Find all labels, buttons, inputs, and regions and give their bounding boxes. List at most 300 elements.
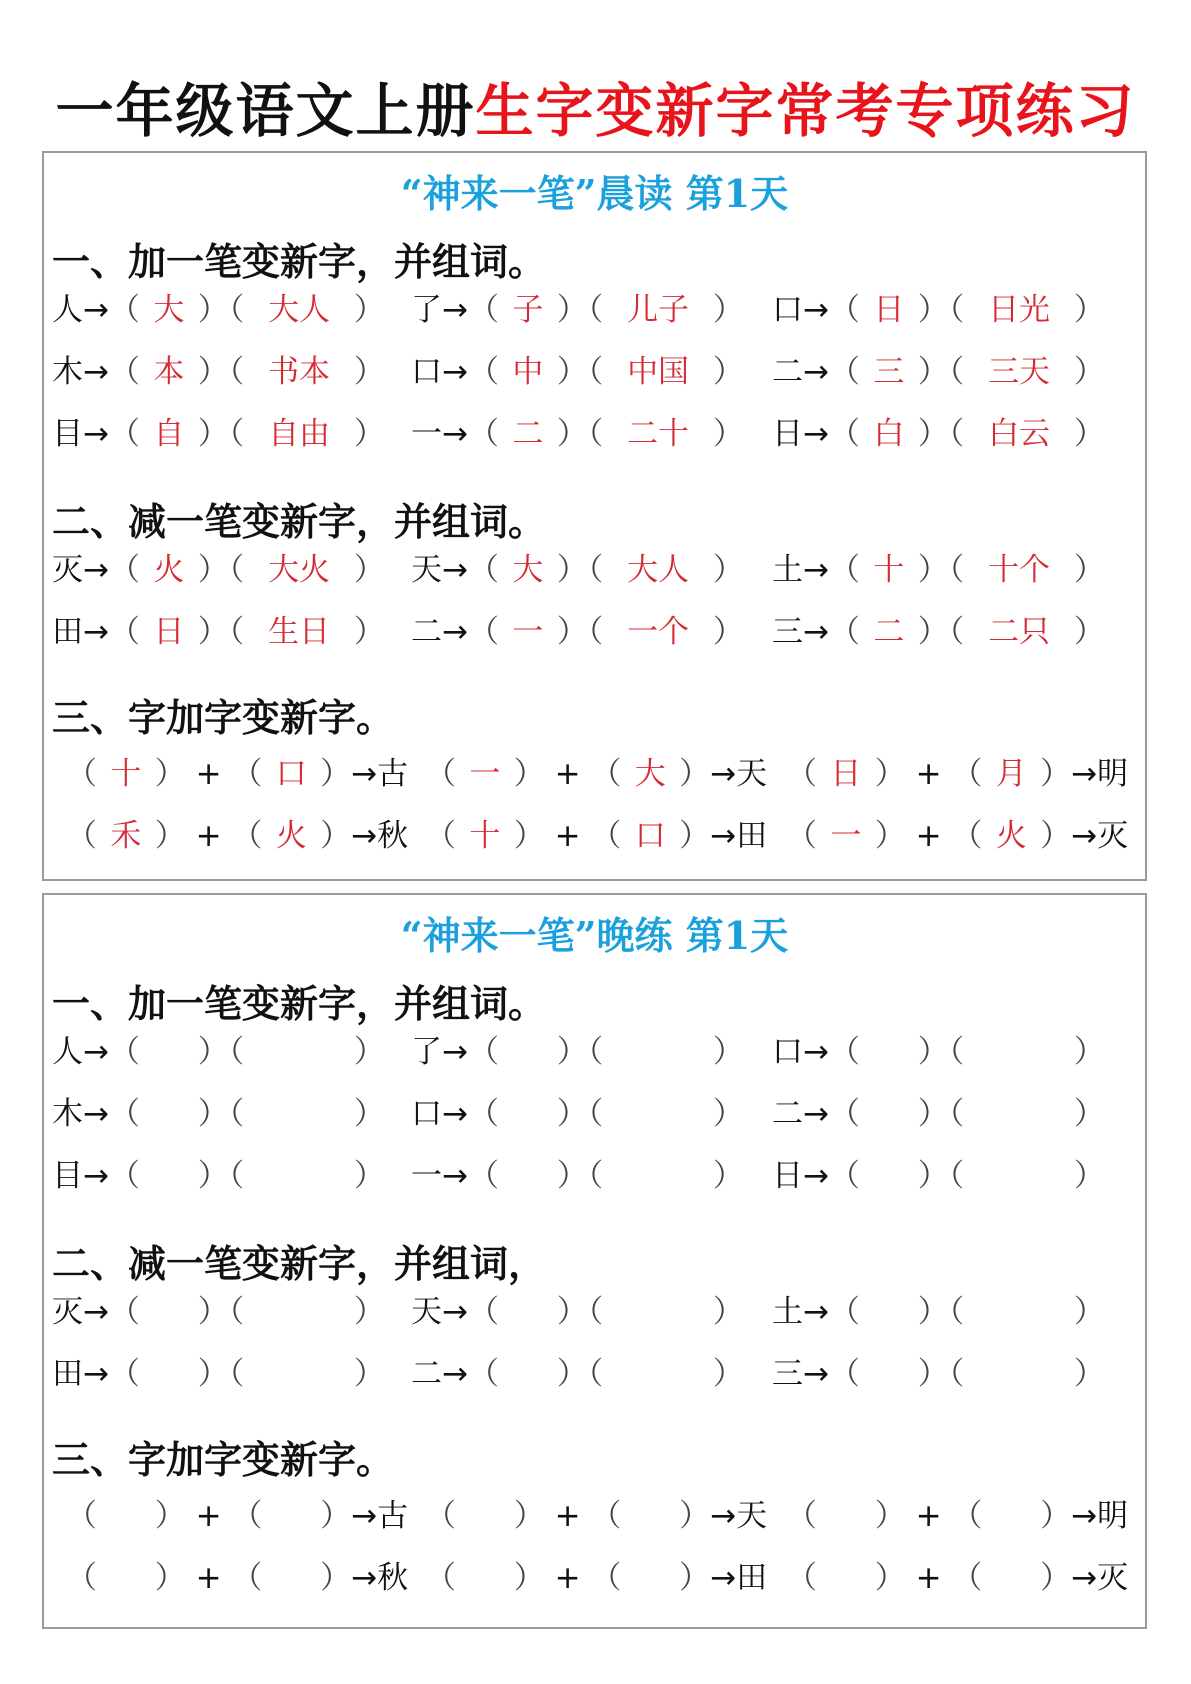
arrow: → bbox=[803, 1096, 829, 1132]
open-paren: （ bbox=[948, 416, 975, 452]
open-paren: （ bbox=[590, 1498, 632, 1534]
new-character-answer: 白 bbox=[873, 416, 905, 452]
exercise-item bbox=[52, 409, 385, 459]
source-character: 日 bbox=[772, 416, 803, 452]
open-paren: （ bbox=[108, 1158, 150, 1194]
new-character-answer: 三 bbox=[873, 354, 905, 390]
close-paren: ） bbox=[503, 756, 545, 792]
first-part-answer: 日 bbox=[830, 756, 862, 792]
combine-item bbox=[425, 749, 767, 799]
plus-sign: + bbox=[185, 756, 232, 792]
exercise-item bbox=[52, 1349, 385, 1399]
exercise-item bbox=[772, 1349, 1105, 1399]
open-paren: （ bbox=[228, 1294, 255, 1330]
open-paren: （ bbox=[951, 1560, 993, 1596]
close-paren: ） bbox=[703, 1158, 744, 1194]
source-character: 灭 bbox=[52, 552, 83, 588]
morning-section1-heading: 一、加一笔变新字，并组词。 bbox=[52, 239, 547, 284]
combine-item bbox=[66, 749, 408, 799]
close-paren: ） bbox=[344, 614, 385, 650]
close-paren: ） bbox=[669, 818, 711, 854]
close-paren: ） bbox=[503, 1498, 545, 1534]
open-paren: （ bbox=[66, 818, 107, 854]
source-character: 二 bbox=[411, 614, 442, 650]
source-character: 目 bbox=[52, 1158, 83, 1194]
result-character: 明 bbox=[1097, 756, 1129, 792]
open-paren: （ bbox=[108, 1294, 150, 1330]
second-part-answer: 月 bbox=[995, 756, 1027, 792]
first-part-answer: 禾 bbox=[110, 818, 142, 854]
open-paren: （ bbox=[786, 818, 827, 854]
exercise-item bbox=[411, 285, 744, 335]
open-paren: （ bbox=[425, 1560, 466, 1596]
open-paren: （ bbox=[948, 1158, 975, 1194]
close-paren: ） bbox=[187, 1356, 229, 1392]
close-paren: ） bbox=[344, 416, 385, 452]
open-paren: （ bbox=[108, 416, 150, 452]
close-paren: ） bbox=[907, 1294, 949, 1330]
morning-sec2-row bbox=[44, 607, 1145, 657]
open-paren: （ bbox=[948, 614, 975, 650]
close-paren: ） bbox=[546, 1034, 588, 1070]
close-paren: ） bbox=[546, 292, 588, 328]
plus-sign: + bbox=[544, 1560, 591, 1596]
plus-sign: + bbox=[544, 818, 591, 854]
arrow: → bbox=[442, 614, 468, 650]
open-paren: （ bbox=[425, 1498, 466, 1534]
plus-sign: + bbox=[185, 1560, 232, 1596]
exercise-item bbox=[772, 1027, 1105, 1077]
second-part-answer: 口 bbox=[634, 818, 666, 854]
close-paren: ） bbox=[344, 1158, 385, 1194]
combine-item bbox=[425, 811, 767, 861]
close-paren: ） bbox=[907, 416, 949, 452]
arrow: → bbox=[83, 416, 109, 452]
source-character: 口 bbox=[772, 292, 803, 328]
exercise-item bbox=[411, 1349, 744, 1399]
open-paren: （ bbox=[948, 1096, 975, 1132]
plus-sign: + bbox=[185, 1498, 232, 1534]
close-paren: ） bbox=[1064, 614, 1105, 650]
close-paren: ） bbox=[187, 614, 229, 650]
open-paren: （ bbox=[425, 818, 466, 854]
open-paren: （ bbox=[828, 614, 870, 650]
close-paren: ） bbox=[669, 756, 711, 792]
close-paren: ） bbox=[546, 614, 588, 650]
close-paren: ） bbox=[1064, 552, 1105, 588]
close-paren: ） bbox=[546, 416, 588, 452]
morning-sec1-row bbox=[44, 347, 1145, 397]
arrow: → bbox=[83, 354, 109, 390]
exercise-item bbox=[52, 347, 385, 397]
new-character-answer: 本 bbox=[153, 354, 185, 390]
open-paren: （ bbox=[587, 354, 614, 390]
arrow: → bbox=[442, 1158, 468, 1194]
exercise-item bbox=[772, 545, 1105, 595]
new-character-answer: 大 bbox=[512, 552, 544, 588]
open-paren: （ bbox=[948, 1356, 975, 1392]
first-part-answer: 一 bbox=[830, 818, 862, 854]
result-character: 古 bbox=[377, 1498, 409, 1534]
plus-sign: + bbox=[905, 818, 952, 854]
close-paren: ） bbox=[703, 292, 744, 328]
new-character-answer: 二 bbox=[512, 416, 544, 452]
new-character-answer: 日 bbox=[153, 614, 185, 650]
open-paren: （ bbox=[228, 614, 255, 650]
evening-sec1-row bbox=[44, 1089, 1145, 1139]
close-paren: ） bbox=[907, 354, 949, 390]
close-paren: ） bbox=[546, 552, 588, 588]
combine-item bbox=[66, 811, 408, 861]
arrow: → bbox=[1071, 1498, 1098, 1534]
close-paren: ） bbox=[187, 1034, 229, 1070]
morning-sec1-row bbox=[44, 285, 1145, 335]
result-character: 明 bbox=[1097, 1498, 1129, 1534]
word-answer: 中国 bbox=[627, 354, 690, 390]
close-paren: ） bbox=[546, 1096, 588, 1132]
close-paren: ） bbox=[187, 1158, 229, 1194]
arrow: → bbox=[351, 1498, 378, 1534]
result-character: 秋 bbox=[377, 1560, 409, 1596]
source-character: 口 bbox=[411, 354, 442, 390]
source-character: 三 bbox=[772, 1356, 803, 1392]
evening-section2-heading: 二、减一笔变新字，并组词， bbox=[52, 1241, 547, 1286]
source-character: 口 bbox=[772, 1034, 803, 1070]
plus-sign: + bbox=[905, 1560, 952, 1596]
open-paren: （ bbox=[108, 1034, 150, 1070]
close-paren: ） bbox=[703, 1096, 744, 1132]
close-paren: ） bbox=[144, 818, 186, 854]
close-paren: ） bbox=[1064, 1096, 1105, 1132]
close-paren: ） bbox=[1030, 756, 1072, 792]
open-paren: （ bbox=[786, 756, 827, 792]
open-paren: （ bbox=[231, 1498, 273, 1534]
plus-sign: + bbox=[905, 1498, 952, 1534]
new-character-answer: 一 bbox=[512, 614, 544, 650]
word-answer: 儿子 bbox=[627, 292, 690, 328]
open-paren: （ bbox=[948, 552, 975, 588]
result-character: 灭 bbox=[1097, 1560, 1129, 1596]
close-paren: ） bbox=[546, 354, 588, 390]
close-paren: ） bbox=[344, 1034, 385, 1070]
open-paren: （ bbox=[587, 1034, 614, 1070]
close-paren: ） bbox=[310, 818, 352, 854]
new-character-answer: 二 bbox=[873, 614, 905, 650]
new-character-answer: 十 bbox=[873, 552, 905, 588]
open-paren: （ bbox=[467, 1158, 509, 1194]
open-paren: （ bbox=[467, 1356, 509, 1392]
arrow: → bbox=[83, 1096, 109, 1132]
close-paren: ） bbox=[344, 552, 385, 588]
exercise-item bbox=[52, 1287, 385, 1337]
word-answer: 生日 bbox=[268, 614, 331, 650]
close-paren: ） bbox=[144, 1560, 186, 1596]
arrow: → bbox=[83, 1356, 109, 1392]
open-paren: （ bbox=[231, 1560, 273, 1596]
close-paren: ） bbox=[144, 1498, 186, 1534]
open-paren: （ bbox=[425, 756, 466, 792]
close-paren: ） bbox=[503, 1560, 545, 1596]
arrow: → bbox=[442, 1034, 468, 1070]
arrow: → bbox=[442, 1294, 468, 1330]
source-character: 二 bbox=[411, 1356, 442, 1392]
close-paren: ） bbox=[1064, 416, 1105, 452]
source-character: 人 bbox=[52, 1034, 83, 1070]
open-paren: （ bbox=[587, 416, 614, 452]
close-paren: ） bbox=[1030, 1560, 1072, 1596]
arrow: → bbox=[803, 1158, 829, 1194]
second-part-answer: 大 bbox=[634, 756, 666, 792]
word-answer: 白云 bbox=[988, 416, 1051, 452]
source-character: 人 bbox=[52, 292, 83, 328]
open-paren: （ bbox=[828, 1034, 870, 1070]
exercise-item bbox=[772, 607, 1105, 657]
close-paren: ） bbox=[187, 1096, 229, 1132]
morning-reading-panel bbox=[42, 151, 1147, 881]
exercise-item bbox=[52, 1089, 385, 1139]
close-paren: ） bbox=[1030, 1498, 1072, 1534]
close-paren: ） bbox=[1030, 818, 1072, 854]
new-character-answer: 自 bbox=[153, 416, 185, 452]
second-part-answer: 火 bbox=[275, 818, 307, 854]
close-paren: ） bbox=[864, 756, 906, 792]
evening-section1-heading: 一、加一笔变新字，并组词。 bbox=[52, 981, 547, 1026]
close-paren: ） bbox=[187, 416, 229, 452]
close-paren: ） bbox=[344, 354, 385, 390]
open-paren: （ bbox=[587, 1294, 614, 1330]
close-paren: ） bbox=[907, 1356, 949, 1392]
exercise-item bbox=[411, 1287, 744, 1337]
result-character: 天 bbox=[736, 1498, 768, 1534]
exercise-item bbox=[52, 607, 385, 657]
word-answer: 大人 bbox=[268, 292, 331, 328]
morning-sec3-row bbox=[44, 749, 1145, 799]
close-paren: ） bbox=[1064, 1356, 1105, 1392]
close-paren: ） bbox=[907, 614, 949, 650]
open-paren: （ bbox=[228, 552, 255, 588]
plus-sign: + bbox=[544, 756, 591, 792]
close-paren: ） bbox=[907, 552, 949, 588]
new-character-answer: 中 bbox=[512, 354, 544, 390]
exercise-item bbox=[52, 285, 385, 335]
open-paren: （ bbox=[948, 292, 975, 328]
open-paren: （ bbox=[828, 416, 870, 452]
open-paren: （ bbox=[587, 552, 614, 588]
close-paren: ） bbox=[187, 1294, 229, 1330]
close-paren: ） bbox=[703, 1294, 744, 1330]
open-paren: （ bbox=[948, 1034, 975, 1070]
exercise-item bbox=[52, 545, 385, 595]
close-paren: ） bbox=[310, 1560, 352, 1596]
open-paren: （ bbox=[108, 354, 150, 390]
open-paren: （ bbox=[467, 416, 509, 452]
open-paren: （ bbox=[590, 818, 632, 854]
exercise-item bbox=[52, 1027, 385, 1077]
combine-item bbox=[425, 1491, 767, 1541]
open-paren: （ bbox=[828, 1096, 870, 1132]
open-paren: （ bbox=[828, 1356, 870, 1392]
open-paren: （ bbox=[108, 292, 150, 328]
source-character: 口 bbox=[411, 1096, 442, 1132]
morning-sec2-row bbox=[44, 545, 1145, 595]
source-character: 日 bbox=[772, 1158, 803, 1194]
evening-sec1-row bbox=[44, 1151, 1145, 1201]
source-character: 木 bbox=[52, 354, 83, 390]
close-paren: ） bbox=[1064, 1158, 1105, 1194]
first-part-answer: 一 bbox=[469, 756, 501, 792]
morning-section2-heading: 二、减一笔变新字，并组词。 bbox=[52, 499, 547, 544]
close-paren: ） bbox=[503, 818, 545, 854]
open-paren: （ bbox=[590, 1560, 632, 1596]
close-paren: ） bbox=[1064, 1034, 1105, 1070]
close-paren: ） bbox=[546, 1158, 588, 1194]
arrow: → bbox=[442, 354, 468, 390]
exercise-item bbox=[772, 285, 1105, 335]
close-paren: ） bbox=[187, 292, 229, 328]
new-character-answer: 子 bbox=[512, 292, 544, 328]
exercise-item bbox=[772, 409, 1105, 459]
new-character-answer: 火 bbox=[153, 552, 185, 588]
arrow: → bbox=[442, 552, 468, 588]
evening-practice-panel bbox=[42, 893, 1147, 1629]
evening-subtitle: “神来一笔”晚练 第1天 bbox=[400, 913, 789, 958]
close-paren: ） bbox=[703, 354, 744, 390]
source-character: 三 bbox=[772, 614, 803, 650]
open-paren: （ bbox=[228, 292, 255, 328]
source-character: 天 bbox=[411, 552, 442, 588]
new-character-answer: 日 bbox=[873, 292, 905, 328]
new-character-answer: 大 bbox=[153, 292, 185, 328]
open-paren: （ bbox=[951, 756, 993, 792]
close-paren: ） bbox=[344, 1096, 385, 1132]
open-paren: （ bbox=[587, 292, 614, 328]
combine-item bbox=[786, 811, 1128, 861]
arrow: → bbox=[803, 552, 829, 588]
plus-sign: + bbox=[185, 818, 232, 854]
arrow: → bbox=[1071, 818, 1098, 854]
arrow: → bbox=[803, 354, 829, 390]
close-paren: ） bbox=[703, 1356, 744, 1392]
close-paren: ） bbox=[864, 1498, 906, 1534]
close-paren: ） bbox=[907, 1096, 949, 1132]
arrow: → bbox=[83, 1294, 109, 1330]
source-character: 土 bbox=[772, 552, 803, 588]
close-paren: ） bbox=[669, 1498, 711, 1534]
exercise-item bbox=[411, 607, 744, 657]
open-paren: （ bbox=[467, 614, 509, 650]
open-paren: （ bbox=[590, 756, 632, 792]
word-answer: 日光 bbox=[988, 292, 1051, 328]
open-paren: （ bbox=[828, 1158, 870, 1194]
source-character: 田 bbox=[52, 614, 83, 650]
close-paren: ） bbox=[703, 552, 744, 588]
plus-sign: + bbox=[905, 756, 952, 792]
exercise-item bbox=[411, 1089, 744, 1139]
close-paren: ） bbox=[310, 1498, 352, 1534]
title-red-part: 生字变新字常考专项练习 bbox=[475, 77, 1136, 145]
open-paren: （ bbox=[828, 552, 870, 588]
close-paren: ） bbox=[344, 1356, 385, 1392]
title-black-part: 一年级语文上册 bbox=[55, 77, 476, 145]
arrow: → bbox=[83, 1034, 109, 1070]
morning-subtitle: “神来一笔”晨读 第1天 bbox=[400, 171, 789, 216]
open-paren: （ bbox=[467, 1294, 509, 1330]
result-character: 田 bbox=[736, 818, 768, 854]
close-paren: ） bbox=[344, 1294, 385, 1330]
exercise-item bbox=[772, 1151, 1105, 1201]
word-answer: 书本 bbox=[268, 354, 331, 390]
exercise-item bbox=[411, 347, 744, 397]
word-answer: 大火 bbox=[268, 552, 331, 588]
exercise-item bbox=[411, 409, 744, 459]
result-character: 古 bbox=[377, 756, 409, 792]
arrow: → bbox=[442, 1356, 468, 1392]
close-paren: ） bbox=[546, 1356, 588, 1392]
source-character: 一 bbox=[411, 1158, 442, 1194]
morning-section3-heading: 三、字加字变新字。 bbox=[52, 695, 395, 740]
evening-section3-heading: 三、字加字变新字。 bbox=[52, 1437, 395, 1482]
arrow: → bbox=[710, 818, 737, 854]
second-part-answer: 口 bbox=[275, 756, 307, 792]
open-paren: （ bbox=[587, 1096, 614, 1132]
close-paren: ） bbox=[669, 1560, 711, 1596]
close-paren: ） bbox=[187, 552, 229, 588]
evening-sec2-row bbox=[44, 1349, 1145, 1399]
page-title bbox=[0, 64, 1191, 148]
combine-item bbox=[786, 749, 1128, 799]
arrow: → bbox=[803, 1294, 829, 1330]
source-character: 了 bbox=[411, 1034, 442, 1070]
arrow: → bbox=[710, 756, 737, 792]
close-paren: ） bbox=[907, 292, 949, 328]
open-paren: （ bbox=[228, 354, 255, 390]
arrow: → bbox=[803, 1356, 829, 1392]
exercise-item bbox=[411, 545, 744, 595]
open-paren: （ bbox=[467, 1034, 509, 1070]
morning-sec1-row bbox=[44, 409, 1145, 459]
close-paren: ） bbox=[187, 354, 229, 390]
arrow: → bbox=[442, 292, 468, 328]
open-paren: （ bbox=[228, 416, 255, 452]
open-paren: （ bbox=[228, 1096, 255, 1132]
close-paren: ） bbox=[864, 818, 906, 854]
arrow: → bbox=[351, 1560, 378, 1596]
evening-sec2-row bbox=[44, 1287, 1145, 1337]
open-paren: （ bbox=[66, 1560, 107, 1596]
open-paren: （ bbox=[108, 1356, 150, 1392]
arrow: → bbox=[1071, 1560, 1098, 1596]
source-character: 田 bbox=[52, 1356, 83, 1392]
open-paren: （ bbox=[467, 354, 509, 390]
combine-item bbox=[425, 1553, 767, 1603]
arrow: → bbox=[83, 614, 109, 650]
word-answer: 自由 bbox=[268, 416, 331, 452]
word-answer: 三天 bbox=[988, 354, 1051, 390]
open-paren: （ bbox=[228, 1034, 255, 1070]
source-character: 土 bbox=[772, 1294, 803, 1330]
source-character: 二 bbox=[772, 1096, 803, 1132]
combine-item bbox=[786, 1553, 1128, 1603]
open-paren: （ bbox=[228, 1158, 255, 1194]
combine-item bbox=[66, 1491, 408, 1541]
open-paren: （ bbox=[828, 1294, 870, 1330]
open-paren: （ bbox=[231, 756, 273, 792]
close-paren: ） bbox=[1064, 354, 1105, 390]
open-paren: （ bbox=[587, 1356, 614, 1392]
source-character: 木 bbox=[52, 1096, 83, 1132]
open-paren: （ bbox=[828, 292, 870, 328]
close-paren: ） bbox=[907, 1034, 949, 1070]
